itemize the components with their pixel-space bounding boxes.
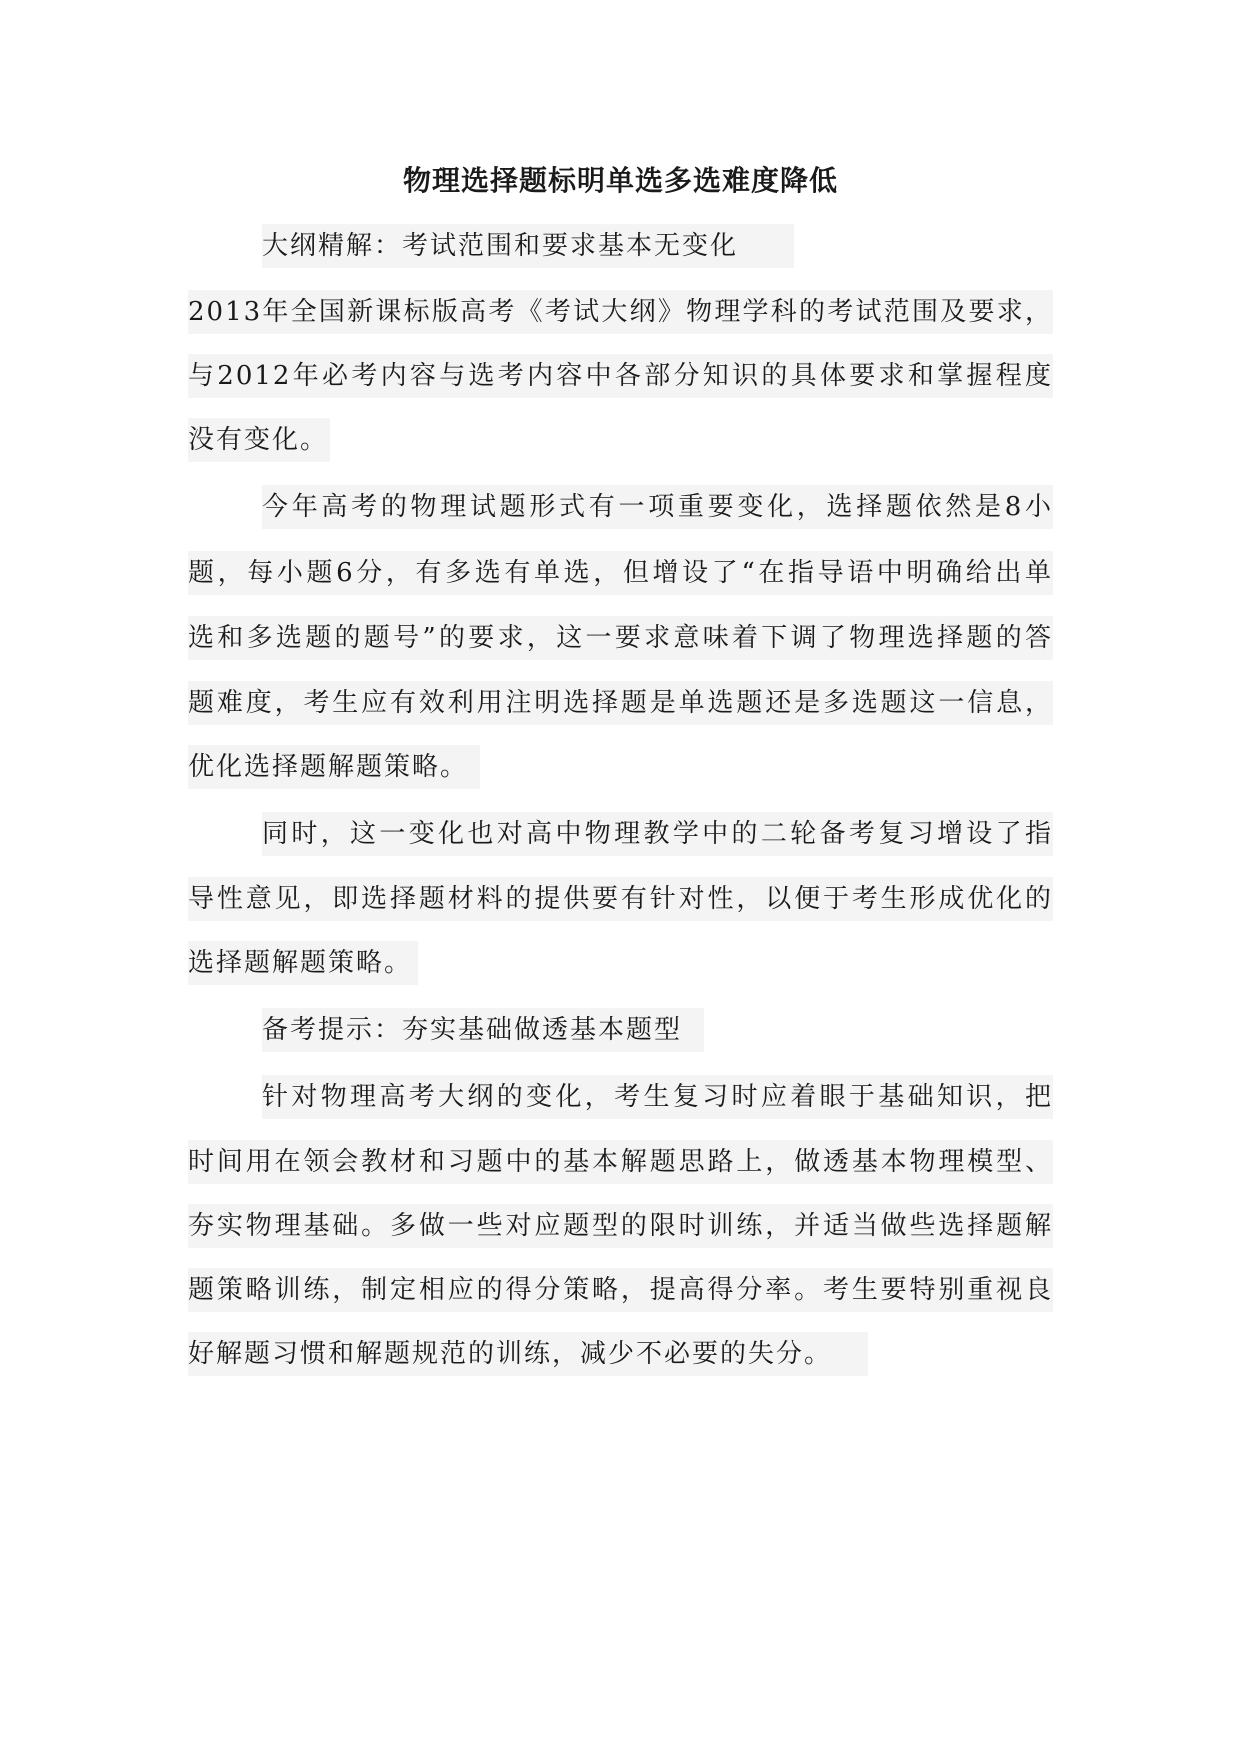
paragraph-line: 夯实物理基础。多做一些对应题型的限时训练，并适当做些选择题解 xyxy=(188,1204,1053,1248)
paragraph-line: 选择题解题策略。 xyxy=(188,941,418,985)
paragraph-line: 题难度，考生应有效利用注明选择题是单选题还是多选题这一信息， xyxy=(188,681,1053,725)
paragraph-line: 没有变化。 xyxy=(188,418,330,462)
document-title: 物理选择题标明单选多选难度降低 xyxy=(402,164,838,197)
paragraph-line: 今年高考的物理试题形式有一项重要变化，选择题依然是8小 xyxy=(262,485,1053,529)
paragraph-line: 同时，这一变化也对高中物理教学中的二轮备考复习增设了指 xyxy=(262,812,1053,856)
paragraph-line: 针对物理高考大纲的变化，考生复习时应着眼于基础知识，把 xyxy=(262,1075,1053,1119)
section-heading-tips: 备考提示：夯实基础做透基本题型 xyxy=(262,1008,704,1052)
paragraph-line: 好解题习惯和解题规范的训练，减少不必要的失分。 xyxy=(188,1332,868,1376)
paragraph-line: 优化选择题解题策略。 xyxy=(188,745,480,789)
paragraph-line: 与2012年必考内容与选考内容中各部分知识的具体要求和掌握程度 xyxy=(188,354,1053,398)
section-heading-outline: 大纲精解：考试范围和要求基本无变化 xyxy=(262,224,794,268)
paragraph-line: 导性意见，即选择题材料的提供要有针对性，以便于考生形成优化的 xyxy=(188,877,1053,921)
paragraph-line: 题，每小题6分，有多选有单选，但增设了“在指导语中明确给出单 xyxy=(188,551,1053,595)
paragraph-line: 题策略训练，制定相应的得分策略，提高得分率。考生要特别重视良 xyxy=(188,1268,1053,1312)
paragraph-line: 选和多选题的题号”的要求，这一要求意味着下调了物理选择题的答 xyxy=(188,616,1053,660)
paragraph-line: 2013年全国新课标版高考《考试大纲》物理学科的考试范围及要求， xyxy=(188,290,1053,334)
paragraph-line: 时间用在领会教材和习题中的基本解题思路上，做透基本物理模型、 xyxy=(188,1140,1053,1184)
